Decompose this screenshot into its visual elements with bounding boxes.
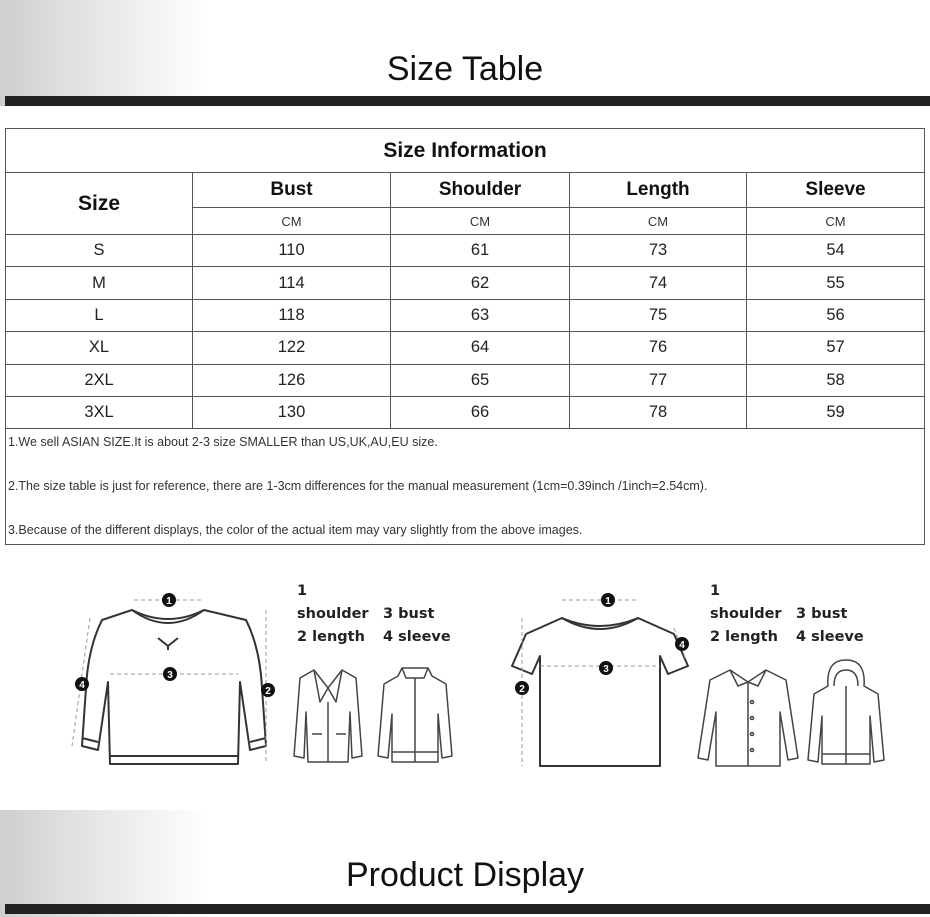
legend-sleeve: 4 sleeve (796, 629, 864, 645)
note-asian-size: 1.We sell ASIAN SIZE.It is about 2-3 size SMALLER than US,UK,AU,EU size. (8, 435, 438, 450)
table-row (6, 267, 925, 299)
sweater-measurement-diagram (70, 578, 280, 778)
size-cell: 3XL (6, 396, 193, 428)
marker-length (515, 681, 529, 695)
marker-length (261, 683, 275, 697)
legend-shoulder: 1 shoulder (710, 583, 782, 622)
value-cell: 63 (391, 299, 570, 331)
note-measurement: 2.The size table is just for reference, there are 1-3cm differences for the manual measurement (1cm=0.39inch /1inch=2.54cm). (8, 479, 708, 494)
table-row (6, 332, 925, 364)
sleeve-column-header: Sleeve (747, 173, 925, 208)
shirt-icon (696, 662, 800, 770)
value-cell: 58 (747, 364, 925, 396)
value-cell: 114 (193, 267, 391, 299)
value-cell: 73 (570, 235, 747, 267)
banner-divider (5, 96, 930, 106)
marker-sleeve (75, 677, 89, 691)
section-title: Product Display (345, 856, 585, 894)
size-cell: S (6, 235, 193, 267)
legend-bust: 3 bust (796, 606, 848, 622)
product-display-banner (0, 810, 930, 917)
svg-text:3: 3 (603, 664, 609, 675)
svg-text:1: 1 (166, 596, 172, 607)
unit-label: CM (193, 208, 391, 235)
value-cell: 76 (570, 332, 747, 364)
size-table (5, 128, 924, 545)
size-cell: 2XL (6, 364, 193, 396)
value-cell: 77 (570, 364, 747, 396)
table-row (6, 364, 925, 396)
svg-text:4: 4 (679, 640, 685, 651)
blazer-icon (292, 662, 364, 767)
table-row (6, 396, 925, 428)
marker-shoulder (162, 593, 176, 607)
jacket-icon (376, 662, 454, 767)
value-cell: 126 (193, 364, 391, 396)
legend-length: 2 length (710, 629, 778, 645)
size-cell: L (6, 299, 193, 331)
legend-shoulder: 1 shoulder (297, 583, 369, 622)
tshirt-measurement-diagram (510, 578, 700, 778)
value-cell: 55 (747, 267, 925, 299)
value-cell: 62 (391, 267, 570, 299)
size-cell: M (6, 267, 193, 299)
page-title: Size Table (386, 50, 544, 88)
size-table-banner (0, 0, 930, 106)
value-cell: 56 (747, 299, 925, 331)
legend-length: 2 length (297, 629, 365, 645)
svg-text:2: 2 (519, 684, 525, 695)
hoodie-icon (806, 656, 886, 768)
bust-column-header: Bust (193, 173, 391, 208)
value-cell: 110 (193, 235, 391, 267)
marker-sleeve (675, 637, 689, 651)
value-cell: 74 (570, 267, 747, 299)
legend-bust: 3 bust (383, 606, 435, 622)
table-row (6, 235, 925, 267)
value-cell: 64 (391, 332, 570, 364)
shoulder-column-header: Shoulder (391, 173, 570, 208)
value-cell: 122 (193, 332, 391, 364)
unit-label: CM (570, 208, 747, 235)
value-cell: 57 (747, 332, 925, 364)
value-cell: 59 (747, 396, 925, 428)
svg-text:3: 3 (167, 670, 173, 681)
value-cell: 54 (747, 235, 925, 267)
value-cell: 130 (193, 396, 391, 428)
table-caption: Size Information (6, 129, 925, 173)
svg-text:2: 2 (265, 686, 271, 697)
size-notes (6, 429, 925, 545)
banner-divider (5, 904, 930, 914)
measurement-legend (297, 580, 451, 649)
size-column-header: Size (6, 173, 193, 235)
value-cell: 118 (193, 299, 391, 331)
svg-text:1: 1 (605, 596, 611, 607)
unit-label: CM (391, 208, 570, 235)
value-cell: 78 (570, 396, 747, 428)
size-cell: XL (6, 332, 193, 364)
note-color: 3.Because of the different displays, the color of the actual item may vary slightly from the above images. (8, 523, 583, 538)
legend-sleeve: 4 sleeve (383, 629, 451, 645)
value-cell: 61 (391, 235, 570, 267)
length-column-header: Length (570, 173, 747, 208)
value-cell: 75 (570, 299, 747, 331)
marker-shoulder (601, 593, 615, 607)
measurement-legend (710, 580, 864, 649)
unit-label: CM (747, 208, 925, 235)
marker-bust (599, 661, 613, 675)
svg-text:4: 4 (79, 680, 85, 691)
value-cell: 65 (391, 364, 570, 396)
value-cell: 66 (391, 396, 570, 428)
marker-bust (163, 667, 177, 681)
table-row (6, 299, 925, 331)
